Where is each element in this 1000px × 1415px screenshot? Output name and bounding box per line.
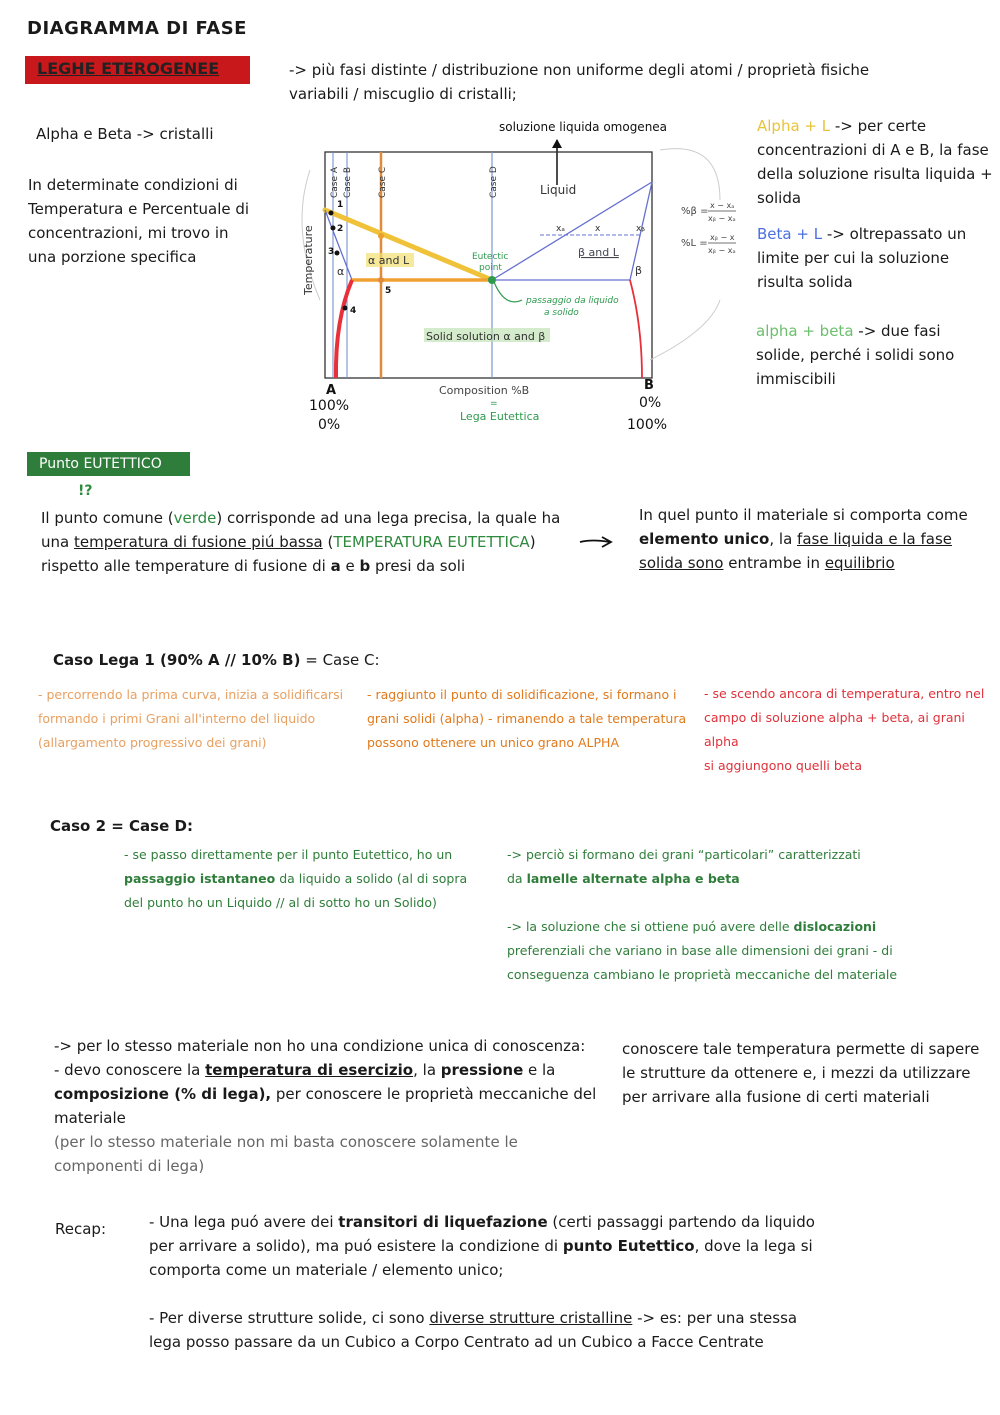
caso1-col3: [704, 682, 1000, 778]
caso1-col2: [367, 683, 686, 755]
equal-mark: =: [490, 399, 498, 409]
caso2-heading: Caso 2 = Case D:: [50, 817, 193, 835]
formula-l-num: xᵦ − x: [710, 233, 735, 242]
temperature-axis-label: Temperature: [302, 225, 315, 295]
beta-region-label: β: [635, 264, 643, 277]
text-line: per arrivare alla fusione di certi materiali: [622, 1088, 930, 1106]
text-line: le strutture da ottenere e, i mezzi da utilizzare: [622, 1064, 971, 1082]
eutectic-point: [488, 276, 496, 284]
text-line: conseguenza cambiano le proprietà meccaniche del materiale: [507, 967, 898, 982]
text-run-bold-underline: temperatura di esercizio: [205, 1061, 414, 1079]
point-3: [335, 251, 340, 256]
text-run: presi da soli: [370, 557, 466, 575]
case-a-label: Case A: [330, 166, 340, 198]
text-run-bold: elemento unico: [639, 530, 770, 548]
text-run: una: [41, 533, 74, 551]
note-beta-l: [757, 222, 966, 294]
text-run-bold: Caso Lega 1 (90% A // 10% B): [53, 651, 301, 669]
text-run: rispetto alle temperature di fusione di: [41, 557, 331, 575]
spacer: [507, 891, 897, 915]
spacer: [149, 1282, 815, 1306]
text-line: In quel punto il materiale si comporta come: [639, 506, 968, 524]
text-run-underline: solida sono: [639, 554, 724, 572]
text-line: preferenziali che variano in base alle dimensioni dei grani - di: [507, 943, 893, 958]
label-a: A: [326, 383, 337, 398]
text-run-bold: composizione (% di lega),: [54, 1085, 272, 1103]
text-line: -> per lo stesso materiale non ho una condizione unica di conoscenza:: [54, 1037, 586, 1055]
leghe-desc-line: variabili / miscuglio di cristalli;: [289, 85, 517, 103]
section-tag-leghe: LEGHE ETEROGENEE: [25, 56, 250, 84]
text-run-bold: passaggio istantaneo: [124, 871, 276, 886]
solid-solution-label: Solid solution α and β: [426, 330, 546, 343]
alpha-beta-note: Alpha e Beta -> cristalli: [36, 125, 214, 143]
leghe-desc-line: -> più fasi distinte / distribuzione non uniforme degli atomi / proprietà fisiche: [289, 61, 870, 79]
note-text: concentrazioni di A e B, la fase: [757, 141, 989, 159]
knowledge-right: [622, 1037, 979, 1109]
passage-label: a solido: [544, 308, 579, 318]
note-text: risulta solida: [757, 273, 853, 291]
point-3-label: 3: [328, 247, 335, 257]
text-run-underline: temperatura di fusione piú bassa: [73, 533, 323, 551]
text-run: Il punto comune (: [41, 509, 174, 527]
condition-line: una porzione specifica: [28, 248, 197, 266]
text-run: -> la soluzione che si ottiene puó avere delle: [507, 919, 794, 934]
point-4: [343, 306, 348, 311]
b-percent-1: 0%: [639, 395, 662, 411]
note-alpha-l: [757, 114, 993, 210]
text-run: - Una lega puó avere dei: [149, 1213, 339, 1231]
section-tag-eutettico: Punto EUTETTICO: [27, 452, 190, 476]
text-line: componenti di lega): [54, 1157, 205, 1175]
case-c-label: Case C: [378, 166, 388, 198]
point-2-label: 2: [337, 224, 344, 234]
text-run: , la: [413, 1061, 441, 1079]
text-run: per arrivare a solido), ma puó esistere la condizione di: [149, 1237, 563, 1255]
case-d-label: Case D: [489, 166, 499, 198]
text-run: (: [322, 533, 334, 551]
text-line: - percorrendo la prima curva, inizia a solidificarsi: [38, 687, 344, 702]
text-run: e la: [523, 1061, 556, 1079]
condition-line: In determinate condizioni di: [28, 176, 238, 194]
decor-curve: [650, 300, 720, 360]
text-line: (per lo stesso materiale non mi basta conoscere solamente le: [54, 1133, 518, 1151]
note-text: limite per cui la soluzione: [757, 249, 950, 267]
note-alpha-beta-head: alpha + beta: [756, 322, 854, 340]
a-percent-1: 100%: [309, 398, 350, 414]
recap-label: Recap:: [55, 1220, 106, 1238]
eutettico-text: [41, 506, 560, 578]
beta-l-label: β and L: [578, 246, 619, 259]
passage-label: passaggio da liquido: [526, 296, 619, 306]
text-run-bold: a: [330, 557, 341, 575]
condition-line: concentrazioni, mi trovo in: [28, 224, 229, 242]
formula-beta-den: xᵦ − xₐ: [708, 214, 736, 223]
text-run-bold: punto Eutettico: [562, 1237, 695, 1255]
a-percent-2: 0%: [318, 417, 341, 433]
lega-eutettica-label: Lega Eutettica: [460, 410, 540, 423]
text-run: ): [529, 533, 536, 551]
case-b-label: Case B: [343, 166, 353, 198]
text-run-bold: dislocazioni: [793, 919, 877, 934]
text-line: materiale: [54, 1109, 126, 1127]
text-line: conoscere tale temperatura permette di sapere: [622, 1040, 980, 1058]
note-alpha-l-head: Alpha + L: [757, 117, 831, 135]
text-run: da liquido a solido (al di sopra: [275, 871, 468, 886]
text-line: lega posso passare da un Cubico a Corpo Centrato ad un Cubico a Facce Centrate: [149, 1333, 764, 1351]
caso1-heading: [53, 648, 380, 672]
formula-l-den: xᵦ − xₐ: [708, 246, 736, 255]
note-text: -> per certe: [830, 117, 927, 135]
exclamation-mark: !?: [78, 483, 93, 499]
text-run: e: [340, 557, 360, 575]
text-run-bold: b: [359, 557, 371, 575]
text-run: -> es: per una stessa: [632, 1309, 798, 1327]
point-c-liquidus: [378, 233, 384, 239]
text-run: - devo conoscere la: [54, 1061, 206, 1079]
solvus-left: [336, 280, 352, 378]
text-run: , dove la lega si: [694, 1237, 813, 1255]
text-run-green: TEMPERATURA EUTETTICA: [333, 533, 530, 551]
text-line: - raggiunto il punto di solidificazione, si formano i: [367, 687, 677, 702]
point-2: [331, 226, 336, 231]
text-line: -> perciò si formano dei grani “particolari” caratterizzati: [507, 847, 861, 862]
text-run: = Case C:: [300, 651, 380, 669]
text-run-bold: transitori di liquefazione: [338, 1213, 548, 1231]
tie-xb: xᵦ: [636, 224, 645, 234]
leghe-desc: [289, 58, 869, 106]
text-line: possono ottenere un unico grano ALPHA: [367, 735, 619, 750]
diagram-top-label: soluzione liquida omogenea: [499, 120, 668, 134]
note-text: -> oltrepassato un: [822, 225, 967, 243]
eutettico-right-text: [639, 503, 968, 575]
text-line: si aggiungono quelli beta: [704, 758, 863, 773]
note-text: solida: [757, 189, 802, 207]
text-line: grani solidi (alpha) - rimanendo a tale temperatura: [367, 711, 687, 726]
alpha-region-label: α: [337, 265, 345, 278]
note-beta-l-head: Beta + L: [757, 225, 823, 243]
note-text: solide, perché i solidi sono: [756, 346, 955, 364]
point-5-label: 5: [385, 286, 392, 296]
arrow-right-icon: [578, 533, 614, 549]
text-run: (certi passaggi partendo da liquido: [547, 1213, 815, 1231]
formula-beta-num: x − xₐ: [710, 201, 735, 210]
point-1: [329, 211, 334, 216]
formula-beta: %β =: [681, 206, 709, 217]
text-line: formando i primi Grani all'interno del liquido: [38, 711, 316, 726]
tie-x: x: [595, 224, 601, 234]
phase-diagram: [290, 110, 750, 440]
text-run-underline: fase liquida e la fase: [797, 530, 952, 548]
liquidus-left: [325, 210, 492, 280]
note-alpha-beta: [756, 319, 954, 391]
decor-curve: [660, 149, 720, 200]
text-run-bold: pressione: [440, 1061, 524, 1079]
point-4-label: 4: [350, 306, 357, 316]
alpha-l-label: α and L: [368, 254, 410, 267]
point-5: [378, 277, 384, 283]
caso2-left: [124, 843, 467, 915]
caso2-right: [507, 843, 897, 987]
recap-text: [149, 1210, 815, 1354]
text-line: del punto ho un Liquido // al di sotto ho un Solido): [124, 895, 437, 910]
text-run: , la: [769, 530, 798, 548]
composition-axis-label: Composition %B: [439, 384, 530, 397]
condition-line: Temperatura e Percentuale di: [28, 200, 250, 218]
page-title: DIAGRAMMA DI FASE: [27, 18, 247, 39]
text-run-bold: lamelle alternate alpha e beta: [526, 871, 740, 886]
eutectic-label: Eutectic: [472, 252, 509, 262]
passage-arrow: [494, 282, 522, 302]
b-percent-2: 100%: [627, 417, 668, 433]
text-run: ) corrisponde ad una lega precisa, la quale ha: [216, 509, 561, 527]
tie-xa: xₐ: [556, 224, 565, 234]
label-b: B: [644, 378, 654, 393]
formula-l: %L =: [681, 238, 708, 249]
text-line: campo di soluzione alpha + beta, ai grani alpha: [704, 710, 965, 749]
solvus-right: [630, 280, 642, 378]
liquid-arrow-head: [552, 139, 562, 148]
text-line: (allargamento progressivo dei grani): [38, 735, 267, 750]
point-1-label: 1: [337, 200, 344, 210]
text-run: entrambe in: [723, 554, 825, 572]
liquid-label: Liquid: [540, 183, 577, 197]
note-text: immiscibili: [756, 370, 836, 388]
text-line: - se passo direttamente per il punto Eutettico, ho un: [124, 847, 453, 862]
text-run: - Per diverse strutture solide, ci sono: [149, 1309, 430, 1327]
text-run: per conoscere le proprietà meccaniche del: [271, 1085, 597, 1103]
text-run-green: verde: [173, 509, 217, 527]
knowledge-left: [54, 1034, 596, 1178]
text-line: comporta come un materiale / elemento unico;: [149, 1261, 504, 1279]
condition-note: [28, 173, 249, 269]
caso1-col1: [38, 683, 343, 755]
eutectic-label: point: [479, 263, 502, 273]
text-line: - se scendo ancora di temperatura, entro nel: [704, 686, 985, 701]
text-run-underline: equilibrio: [824, 554, 895, 572]
note-text: della soluzione risulta liquida +: [757, 165, 993, 183]
text-run: da: [507, 871, 527, 886]
note-text: -> due fasi: [853, 322, 941, 340]
text-run-underline: diverse strutture cristalline: [429, 1309, 633, 1327]
